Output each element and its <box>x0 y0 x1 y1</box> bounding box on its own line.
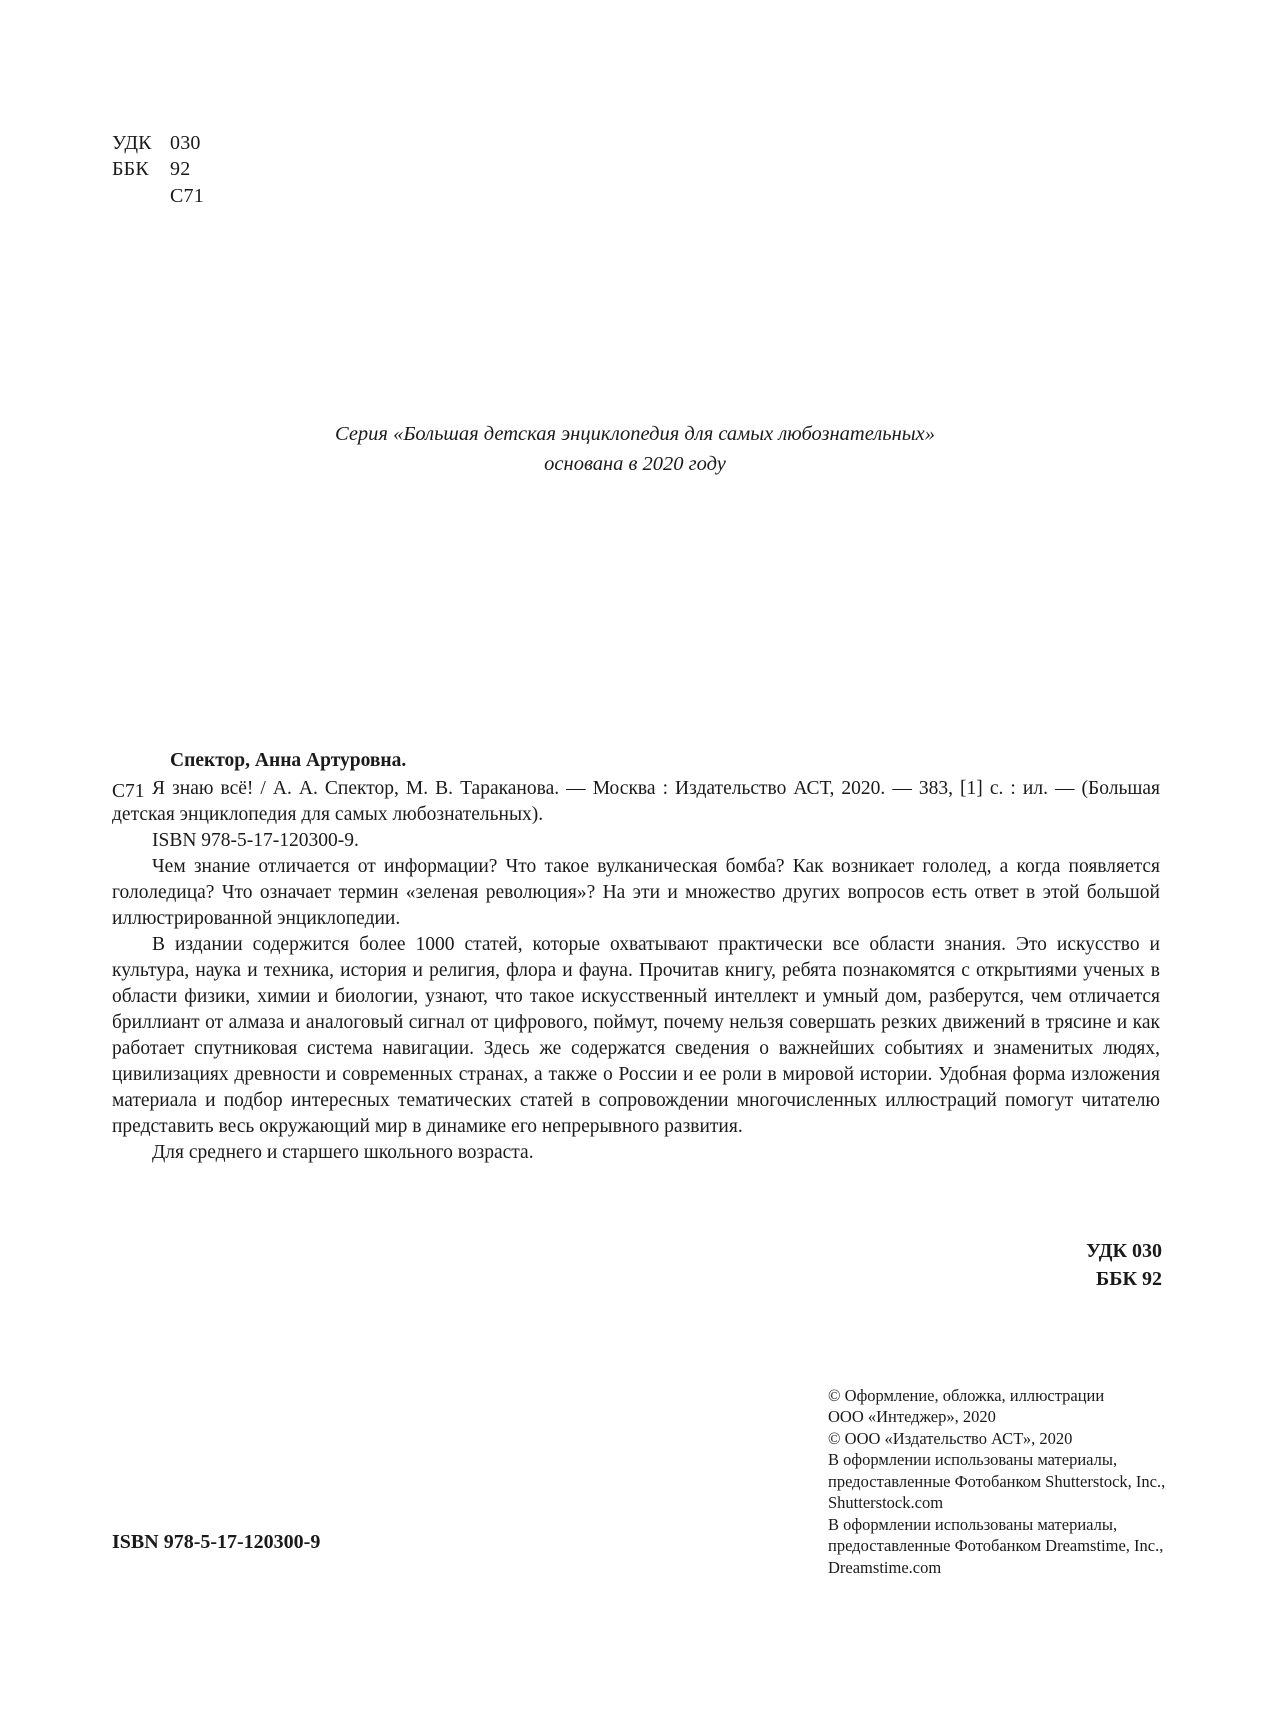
classification-block <box>112 130 204 209</box>
udk-bbk-footer <box>1086 1237 1162 1293</box>
bbk-value: 92 <box>170 158 191 181</box>
copyright-line-1: © Оформление, обложка, иллюстрации <box>828 1386 1105 1405</box>
sigla-value: С71 <box>170 184 204 207</box>
record-title: Я знаю всё! / А. А. Спектор, М. В. Тараканова. — Москва : Издательство АСТ, 2020. — 383, [1] с. : ил. — (Большая детская энциклопедия для самых любознательных). <box>112 778 1160 826</box>
copyright-block <box>828 1385 1188 1578</box>
record-annotation-1: Чем знание отличается от информации? Что такое вулканическая бомба? Как возникает гололед, а когда появляется гололедица? Что означает термин «зеленая революция»? На эти и множество других вопросов есть ответ в этой большой иллюстрированной энциклопедии. <box>112 856 1160 930</box>
record-sigla: С71 <box>112 781 145 802</box>
copyright-line-6: Shutterstock.com <box>828 1493 944 1513</box>
copyright-line-5: предоставленные Фотобанком Shutterstock, Inc., <box>828 1471 1166 1491</box>
bibliographic-record <box>112 748 1160 1167</box>
copyright-line-9: Dreamstime.com <box>828 1557 942 1577</box>
classification-row <box>112 183 204 209</box>
udk-value: 030 <box>170 132 201 154</box>
record-audience: Для среднего и старшего школьного возраста. <box>152 1142 534 1164</box>
series-note <box>0 420 1270 479</box>
record-isbn: ISBN 978-5-17-120300-9. <box>152 830 359 852</box>
udk-label: УДК <box>112 132 152 154</box>
record-annotation-2: В издании содержится более 1000 статей, которые охватывают практически все области знания. Это искусство и культура, наука и техника, история и религия, флора и фауна. Прочитав книгу, ребята познакомятся с открытиями ученых в области физики, химии и биологии, узнают, что такое искусственный интеллект и умный дом, разберутся, чем отличается бриллиант от алмаза и аналоговый сигнал от цифрового, поймут, почему нельзя совершать резких движений в трясине и как работает спутниковая система навигации. Здесь же содержатся сведения о важнейших событиях и знаменитых людях, цивилизациях древности и современных странах, а также о России и ее роли в мировой истории. Удобная форма изложения материала и подбор интересных тематических статей в сопровождении многочисленных иллюстраций помогут читателю представить весь окружающий мир в динамике его непрерывного развития. <box>112 934 1160 1138</box>
bbk-label: ББК <box>112 158 149 181</box>
copyright-line-4: В оформлении использованы материалы, <box>828 1450 1118 1470</box>
classification-row <box>112 130 204 156</box>
udk-footer-value: УДК 030 <box>1086 1240 1162 1262</box>
copyright-line-7: В оформлении использованы материалы, <box>828 1514 1118 1534</box>
bbk-footer-value: ББК 92 <box>1096 1268 1162 1290</box>
copyright-line-3: © ООО «Издательство АСТ», 2020 <box>828 1428 1073 1448</box>
series-note-line-1: Серия «Большая детская энциклопедия для самых любознательных» <box>335 423 935 445</box>
classification-row <box>112 156 204 182</box>
series-note-line-2: основана в 2020 году <box>544 452 726 475</box>
sigla-label <box>112 183 170 209</box>
copyright-line-8: предоставленные Фотобанком Dreamstime, Inc., <box>828 1536 1164 1556</box>
record-author: Спектор, Анна Артуровна. <box>170 750 407 771</box>
copyright-line-2: ООО «Интеджер», 2020 <box>828 1407 996 1427</box>
isbn-footer: ISBN 978-5-17-120300-9 <box>112 1531 321 1553</box>
